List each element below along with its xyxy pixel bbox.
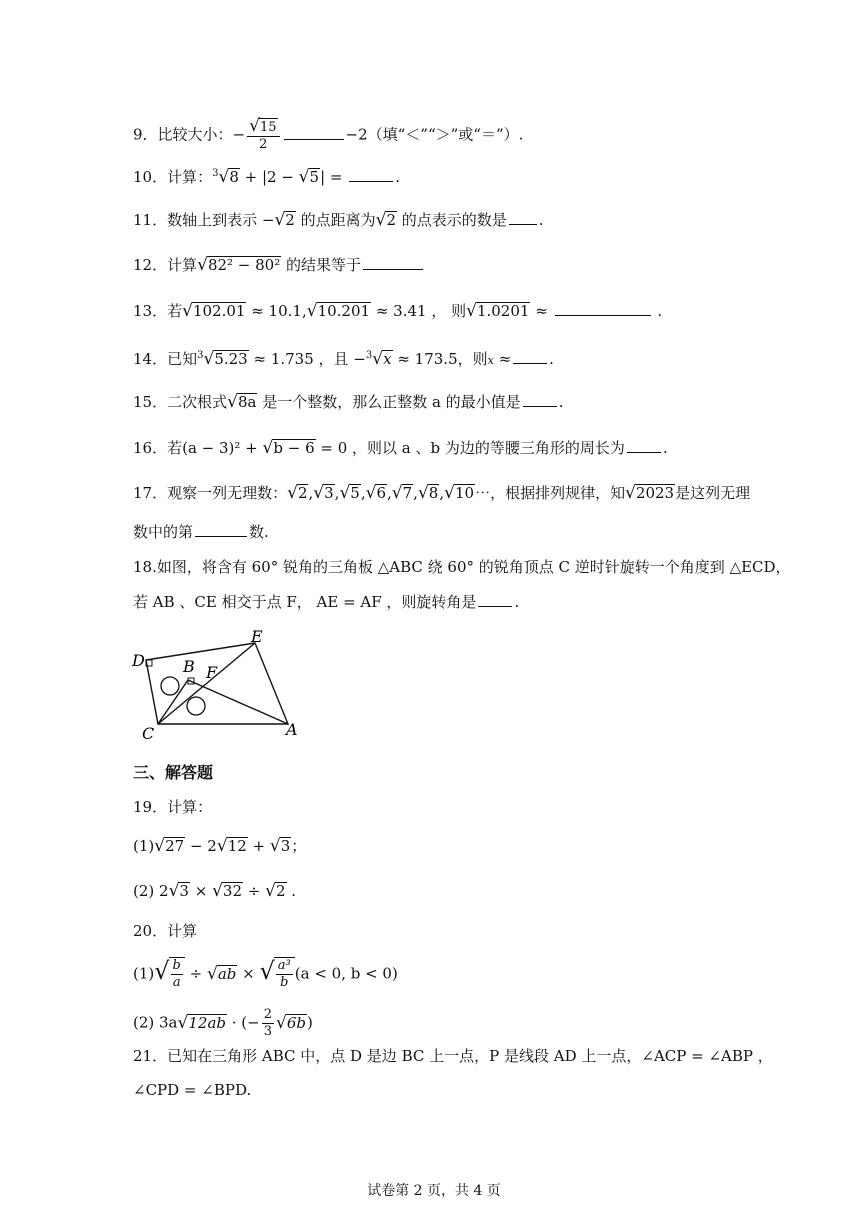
q11-middle: 的点距离为 — [295, 211, 376, 229]
q13-root-1: 102.01 — [192, 302, 246, 320]
q14-root-1: 5.23 — [214, 350, 248, 368]
q14-middle: ≈ 1.735 ，且 − — [248, 350, 366, 368]
q10-index: 3 — [212, 168, 219, 179]
q20-p1-frac2-den: b — [280, 975, 289, 990]
q19-p1-end: ； — [291, 837, 307, 855]
q18-answer-blank — [478, 592, 512, 607]
q18-line2-text: 若 AB 、CE 相交于点 F， AE = AF ，则旋转角是 — [133, 593, 477, 611]
q13-end: . — [652, 302, 663, 320]
q11-answer-blank — [509, 210, 537, 225]
q20-p1-frac1-num: b — [172, 958, 181, 973]
q20-p1-root: ab — [217, 964, 237, 983]
triangle-figure — [128, 628, 308, 744]
q17-line2-prefix: 数中的第 — [133, 523, 194, 541]
label-d: D — [132, 651, 145, 670]
question-9 — [133, 118, 523, 153]
q15-root: 8a — [237, 393, 257, 411]
q14-index-2: 3 — [365, 350, 373, 361]
q18-end: . — [514, 593, 520, 611]
q20-p2-root-2: 6b — [286, 1013, 307, 1032]
section-heading: 三、解答题 — [133, 763, 214, 782]
q15-prefix: 15．二次根式 — [133, 393, 228, 411]
q17-list-root: √10 — [444, 483, 475, 503]
page-footer: 试卷第 2 页，共 4 页 — [367, 1183, 501, 1199]
q13-prefix: 13．若 — [133, 302, 183, 320]
q19-p1-op-1: − 2 — [185, 837, 217, 855]
question-20-title: 20．计算 — [133, 922, 198, 940]
q16-end: . — [662, 439, 668, 457]
q10-cuberoot: $^3$√8 — [212, 167, 239, 187]
q16-answer-blank — [627, 438, 661, 453]
q10-answer-blank — [349, 167, 393, 182]
q14-approx: ≈ — [493, 350, 512, 368]
q13-approx-3: ≈ — [530, 302, 553, 320]
q19-p2-root-3: 2 — [275, 882, 286, 900]
q14-middle-2: ≈ 173.5，则 — [392, 350, 488, 368]
q10-prefix: 10．计算： — [133, 168, 213, 186]
question-11: 11．数轴上到表示 −√2 的点距离为√2 的点表示的数是 . — [133, 210, 544, 230]
q17-list-root: √2 — [287, 483, 308, 503]
q16-expression: (a − 3)² + — [182, 439, 263, 457]
q17-list-root: √8 — [417, 483, 439, 503]
q19-p1-root-2: 12 — [227, 837, 247, 855]
question-19-part-1: (1)√27 − 2√12 + √3； — [133, 836, 307, 856]
q16-prefix: 16．若 — [133, 439, 183, 457]
q10-radicand-1: 8 — [229, 168, 239, 186]
question-17-line-2 — [133, 522, 269, 542]
question-19-title: 19．计算： — [133, 798, 213, 816]
q11-prefix: 11．数轴上到表示 − — [133, 211, 275, 229]
q19-p1-root-1: 27 — [165, 837, 185, 855]
q19-p2-op-2: ÷ — [243, 882, 266, 900]
hole-circle-2 — [187, 697, 205, 715]
q10-radicand-2: 5 — [309, 168, 320, 186]
q20-p1-op-1: ÷ — [184, 964, 207, 983]
q19-p1-root-3: 3 — [280, 837, 291, 855]
label-e: E — [251, 628, 263, 646]
q11-root-1: 2 — [285, 211, 295, 229]
q9-fraction: $\frac{√15}{2}$ — [247, 118, 279, 153]
line-ce — [158, 643, 255, 724]
q15-answer-blank — [523, 392, 557, 407]
q13-answer-blank — [555, 301, 651, 316]
q17-answer-blank — [195, 522, 247, 537]
q19-p2-root-2: 32 — [222, 882, 242, 900]
q17-root: 2023 — [635, 484, 675, 502]
q19-p2-root-1: 3 — [179, 882, 189, 900]
q19-p1-op-2: + — [247, 837, 270, 855]
q11-root-2: 2 — [386, 211, 396, 229]
label-c: C — [142, 724, 155, 743]
q9-root: 15 — [259, 120, 277, 135]
q17-middle: ⋯，根据排列规律，知 — [475, 484, 626, 502]
q11-end: . — [538, 211, 544, 229]
q13-root-3: 1.0201 — [476, 302, 530, 320]
q15-end: . — [558, 393, 564, 411]
q9-denominator: 2 — [259, 137, 268, 152]
question-13: 13．若√102.01 ≈ 10.1,√10.201 ≈ 3.41 ， 则√1.0201 ≈ . — [133, 301, 663, 321]
question-10: 10．计算：$^3$√8 + |2 − √5| = . — [133, 164, 400, 187]
question-18-line-2 — [133, 592, 519, 612]
q13-approx-1: ≈ 10.1, — [246, 302, 307, 320]
q12-root: 82² − 80² — [207, 256, 281, 274]
q12-suffix: 的结果等于 — [281, 256, 362, 274]
q14-root-2: x — [383, 350, 392, 368]
q20-p1-label: (1) — [133, 964, 155, 983]
q20-p2-frac-num: 2 — [263, 1007, 273, 1022]
q12-answer-blank — [363, 255, 423, 270]
question-12: 12．计算√82² − 80² 的结果等于 — [133, 255, 425, 275]
q15-suffix: 是一个整数，那么正整数 a 的最小值是 — [257, 393, 521, 411]
question-19-part-2: (2) 2√3 × √32 ÷ √2 . — [133, 881, 297, 901]
q19-p2-label: (2) 2 — [133, 882, 169, 900]
q17-root-list: √2,√3,√5,√6,√7,√8,√10 — [287, 483, 475, 503]
quadrilateral-outline — [146, 643, 288, 724]
question-15: 15．二次根式√8a 是一个整数，那么正整数 a 的最小值是 . — [133, 392, 564, 412]
q14-end: . — [549, 350, 554, 368]
q16-root: b − 6 — [273, 439, 315, 457]
question-18-line-1: 18.如图，将含有 60° 锐角的三角板 △ABC 绕 60° 的锐角顶点 C 逆时针旋转一个角度到 △ECD， — [133, 558, 791, 576]
q9-answer-blank — [284, 125, 344, 140]
label-a: A — [286, 720, 298, 739]
hole-circle-1 — [161, 677, 179, 695]
q19-p2-end: . — [286, 882, 297, 900]
question-21-line-2: ∠CPD = ∠BPD. — [133, 1081, 252, 1099]
q10-end: . — [395, 168, 401, 186]
q20-p2-root-1: 12ab — [188, 1013, 226, 1032]
q20-p2-op: · (− — [227, 1013, 260, 1032]
q17-list-root: √7 — [391, 483, 413, 503]
q9-prefix: 9．比较大小： — [133, 125, 233, 144]
q19-p2-op-1: × — [189, 882, 213, 900]
question-21-line-1: 21．已知在三角形 ABC 中，点 D 是边 BC 上一点，P 是线段 AD 上一点，∠ACP = ∠ABP ， — [133, 1047, 773, 1065]
q17-line1-end: 是这列无理 — [675, 484, 751, 502]
question-20-part-1: (1)√ $\frac{b}{a}$ ÷ √ab × √ $\frac{\text{a³}}{b}$ (a < 0, b < 0) — [133, 956, 398, 990]
q10-equals: | = — [320, 168, 348, 186]
label-b: B — [183, 657, 195, 676]
q20-p2-label: (2) 3a — [133, 1013, 178, 1032]
q16-suffix: = 0 ，则以 a 、b 为边的等腰三角形的周长为 — [315, 439, 625, 457]
q13-root-2: 10.201 — [317, 302, 371, 320]
q20-p1-condition: (a < 0, b < 0) — [294, 964, 398, 983]
q11-suffix: 的点表示的数是 — [397, 211, 507, 229]
q20-p1-frac1-den: a — [172, 975, 181, 990]
q14-prefix: 14．已知 — [133, 350, 198, 368]
q14-variable: x — [487, 354, 494, 367]
q9-minus: − — [232, 125, 246, 144]
q20-p2-frac-den: 3 — [263, 1024, 273, 1039]
q14-answer-blank — [513, 349, 547, 364]
q17-list-root: √6 — [365, 483, 386, 503]
q10-middle: + |2 − — [239, 168, 299, 186]
q9-suffix: −2（填“＜”“＞”或“＝”）. — [345, 125, 524, 144]
question-16: 16．若(a − 3)² + √b − 6 = 0 ，则以 a 、b 为边的等腰三角形的周长为 . — [133, 438, 668, 458]
q19-p1-label: (1) — [133, 837, 155, 855]
q13-approx-2: ≈ 3.41 ， 则 — [371, 302, 467, 320]
question-17-line-1: 17．观察一列无理数：√2,√3,√5,√6,√7,√8,√10⋯，根据排列规律，知√2023是这列无理 — [133, 483, 751, 503]
label-f: F — [206, 663, 218, 682]
q20-p1-frac2-num: a³ — [277, 958, 291, 973]
q14-index: 3 — [197, 350, 204, 361]
q20-p1-op-2: × — [237, 964, 260, 983]
question-20-part-2: (2) 3a√12ab · (− $\frac{2}{3}$ √6b) — [133, 1007, 313, 1039]
q17-list-root: √3 — [313, 483, 334, 503]
q17-list-root: √5 — [339, 483, 360, 503]
q12-prefix: 12．计算 — [133, 256, 198, 274]
q17-line2-end: 数. — [249, 523, 269, 541]
q20-p2-end: ) — [307, 1013, 313, 1032]
question-14: 14．已知$^3$√5.23 ≈ 1.735 ，且 −$^3$√x ≈ 173.5，则x ≈ . — [133, 349, 554, 369]
q17-prefix: 17．观察一列无理数： — [133, 484, 288, 502]
